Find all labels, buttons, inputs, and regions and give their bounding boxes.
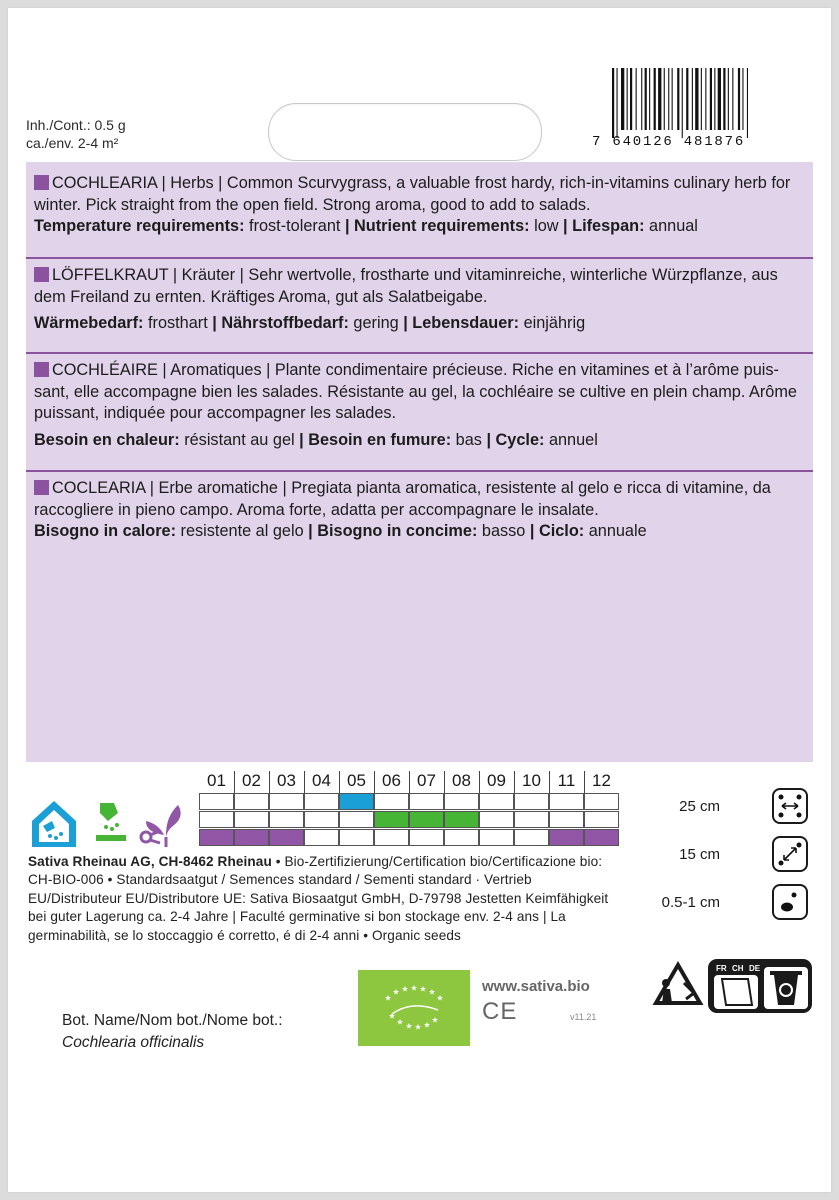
calendar-cell [304,811,339,828]
calendar-cell [339,829,374,846]
calendar-cell [479,793,514,810]
month-separator [269,771,270,793]
month-label: 06 [382,771,401,790]
svg-text:CH: CH [732,964,744,973]
barcode-bar [612,68,614,138]
barcode-bar [747,68,748,138]
calendar-cell [514,793,549,810]
barcode-bar [677,68,679,130]
month-separator [304,771,305,793]
month-label: 12 [592,771,611,790]
barcode-number: 7 640126 481876 [592,134,746,150]
sowing-depth-icon [772,884,808,920]
barcode-bar [692,68,693,130]
indoor-sowing-house-icon [28,797,80,849]
barcode-bar [695,68,698,130]
month-separator [234,771,235,793]
section-divider [26,257,813,259]
month-label: 05 [347,771,366,790]
plant-spacing-icon [772,836,808,872]
harvest-row [199,829,619,846]
sorting-info-icon [708,959,812,1013]
calendar-cell [374,793,409,810]
month-label: 01 [207,771,226,790]
calendar-cell [409,793,444,810]
month-separator [584,771,585,793]
eu-organic-logo [358,970,470,1046]
calendar-cell [269,811,304,828]
calendar-cell [444,811,479,828]
calendar-cell [444,793,479,810]
month-label: 02 [242,771,261,790]
indoor-sowing-row [199,793,619,810]
barcode-bar [682,68,683,138]
calendar-cell [374,829,409,846]
row-spacing-label: 25 cm [679,798,720,815]
month-label: 09 [487,771,506,790]
barcode-bar [728,68,729,130]
triman-icon [650,957,706,1013]
calendar-cell [339,793,374,810]
month-label: 08 [452,771,471,790]
section-divider [26,470,813,472]
month-separator [409,771,410,793]
calendar-cell [444,829,479,846]
calendar-cell [549,793,584,810]
barcode-bar [742,68,743,130]
calendar-cell [584,811,619,828]
sowing-depth-label: 0.5-1 cm [661,894,720,911]
barcode [610,68,770,138]
calendar-cell [584,793,619,810]
barcode-bar [714,68,715,130]
barcode-bar [686,68,688,130]
barcode-bar [738,68,740,130]
calendar-cell [479,811,514,828]
calendar-cell [304,829,339,846]
calendar-cell [234,811,269,828]
calendar-cell [199,829,234,846]
calendar-cell [584,829,619,846]
section-divider [26,352,813,354]
barcode-bar [672,68,673,130]
outdoor-sowing-row [199,811,619,828]
calendar-cell [549,811,584,828]
barcode-bar [664,68,665,130]
calendar-cell [339,811,374,828]
month-label: 07 [417,771,436,790]
month-separator [514,771,515,793]
net-contents: Inh./Cont.: 0.5 g [26,117,126,133]
calendar-cell [234,793,269,810]
barcode-bar [723,68,725,130]
calendar-cell [199,811,234,828]
month-separator [339,771,340,793]
row-spacing-icon [772,788,808,824]
calendar-cell [514,811,549,828]
botanical-name: Cochlearia officinalis [62,1034,205,1051]
month-label: 04 [312,771,331,790]
barcode-bar [621,68,624,130]
bullet-square-icon [34,175,49,190]
calendar-cell [409,829,444,846]
barcode-bar [645,68,647,130]
month-separator [479,771,480,793]
outdoor-sowing-icon [90,799,130,847]
calendar-cell [514,829,549,846]
description-panel [26,162,813,762]
barcode-bar [630,68,632,130]
barcode-bar [649,68,650,130]
calendar-cell [549,829,584,846]
section-english: COCHLEARIA | Herbs | Common Scurvygrass, a valuable frost hardy, rich-in-vitamins culinary herb for winter. Pick straight from the open field. Strong aroma, good to add to salads. Temperature requirements: frost-tolerant | Nutrient requirements: low | Lifespan: annual [34,174,791,235]
barcode-bar [641,68,642,130]
harvest-scissors-icon [138,797,192,849]
month-separator [549,771,550,793]
company-info: Sativa Rheinau AG, CH-8462 Rheinau • Bio-Zertifizierung/Certification bio/Certificazione bio: CH-BIO-006 • Standardsaatgut / Semences standard / Sementi standard · Vertrieb EU/Distributeur EU/Distributore UE: Sativa Biosaatgut GmbH, D-79798 Jestetten Keimfähigkeit bei guter Lagerung ca. 2-4 Jahre | Faculté germinative si bon stockage env. 2-4 ans | La germinabilità, se lo stoccaggio é corretto, é di 2-4 anni • Organic seeds [28,854,609,943]
barcode-bar [627,68,628,130]
section-italian: COCLEARIA | Erbe aromatiche | Pregiata pianta aromatica, resistente al gelo e ricca di vitamine, da raccogliere in pieno campo. Aroma forte, adatta per accompagnare le insalate. Bisogno in calore: resistente al gelo | Bisogno in concime: basso | Ciclo: annuale [34,479,771,540]
barcode-bar [617,68,618,138]
botanical-name-block [62,1010,283,1054]
svg-text:FR: FR [716,964,727,973]
recycling-info [648,953,818,1017]
plant-spacing-label: 15 cm [679,846,720,863]
version-label: v11.21 [570,1012,597,1022]
bullet-square-icon [34,480,49,495]
month-separator [374,771,375,793]
website-link[interactable]: www.sativa.bio [482,978,590,995]
calendar-cell [304,793,339,810]
barcode-bar [668,68,669,130]
section-german: LÖFFELKRAUT | Kräuter | Sehr wertvolle, frostharte und vitaminreiche, winterliche Würzpflanze, aus dem Freiland zu ernten. Kräftiges Aroma, gut als Salatbeigabe. Wärmebedarf: frosthart | Nährstoffbedarf: gering | Lebensdauer: einjährig [34,266,778,332]
bullet-square-icon [34,362,49,377]
svg-text:DE: DE [749,964,761,973]
calendar-cell [479,829,514,846]
calendar-cell [269,829,304,846]
barcode-bar [732,68,733,130]
month-label: 11 [557,771,576,790]
section-french: COCHLÉAIRE | Aromatiques | Plante condimentaire précieuse. Riche en vitamines et à l’arôme puis-sant, elle accompagne bien les salades. Résistante au gel, la cochléaire se cultive en plein champ. Arôme puissant, indiquée pour accompagner les salades. Besoin en chaleur: résistant au gel | Besoin en fumure: bas | Cycle: annuel [34,361,797,449]
calendar-cell [234,829,269,846]
bullet-square-icon [34,267,49,282]
barcode-bar [710,68,712,130]
barcode-bar [658,68,661,130]
barcode-bar [705,68,706,130]
hang-slot [268,103,542,161]
barcode-bar [718,68,721,130]
barcode-bar [701,68,702,130]
sowing-area: ca./env. 2-4 m² [26,135,119,151]
ce-mark: CE [482,998,518,1025]
calendar-cell [199,793,234,810]
month-separator [444,771,445,793]
month-label: 03 [277,771,296,790]
botanical-name-label: Bot. Name/Nom bot./Nome bot.: [62,1012,283,1029]
calendar-cell [374,811,409,828]
contents-info [26,116,126,152]
calendar-cell [409,811,444,828]
calendar-cell [269,793,304,810]
sowing-calendar [199,769,624,849]
month-label: 10 [522,771,541,790]
barcode-bar [654,68,656,130]
spacing-info [640,784,820,934]
barcode-bar [636,68,637,130]
